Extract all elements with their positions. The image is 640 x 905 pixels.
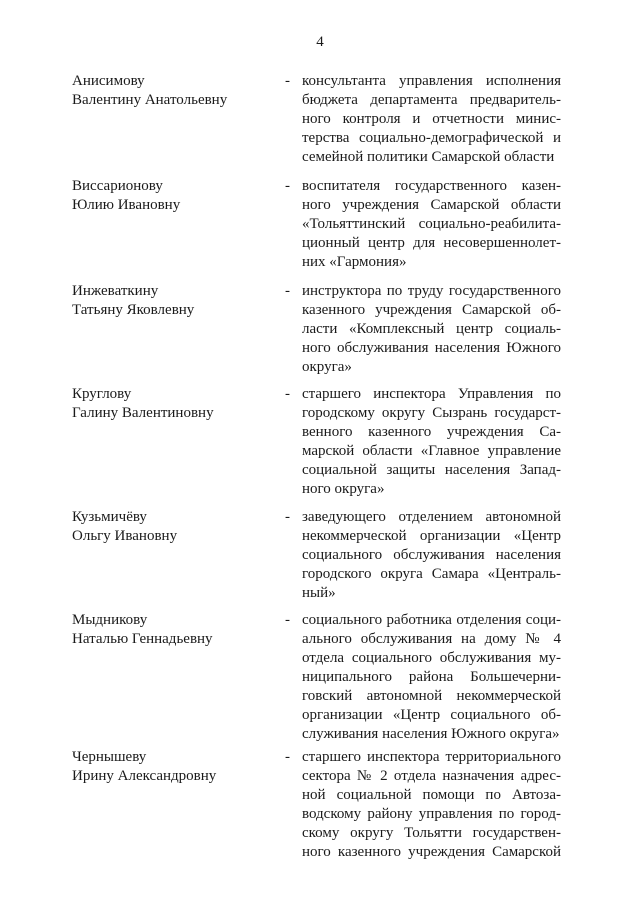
given-names: Татьяну Яковлевну (72, 302, 195, 318)
position-line: инструктора по труду государственного (302, 283, 561, 299)
person-name (72, 748, 272, 786)
position-line: организации «Центр социального об- (302, 707, 561, 723)
position-line: казенного учреждения Самарской об- (302, 302, 561, 318)
position-line: «Тольяттинский социально-реабилита- (302, 216, 561, 232)
position-line: старшего инспектора территориального (302, 749, 561, 765)
position-line: ного учреждения Самарской области (302, 197, 561, 213)
surname: Мыдникову (72, 612, 148, 628)
surname: Кузьмичёву (72, 509, 147, 525)
person-name (72, 385, 272, 423)
position-line: ного контроля и отчетности минис- (302, 111, 561, 127)
given-names: Ольгу Ивановну (72, 528, 178, 544)
position-description (302, 611, 561, 744)
position-line: говский автономной некоммерческой (302, 688, 561, 704)
position-line: воспитателя государственного казен- (302, 178, 561, 194)
given-names: Наталью Геннадьевну (72, 631, 213, 647)
position-line: округа» (302, 359, 352, 375)
position-line: социального работника отделения соци- (302, 612, 561, 628)
position-description (302, 748, 561, 862)
position-line: старшего инспектора Управления по (302, 386, 561, 402)
person-name (72, 72, 272, 110)
position-line: сектора № 2 отдела назначения адрес- (302, 768, 561, 784)
position-line: них «Гармония» (302, 254, 407, 270)
given-names: Валентину Анатольевну (72, 92, 228, 108)
dash-separator: - (285, 386, 290, 402)
surname: Виссарионову (72, 178, 163, 194)
position-line: консультанта управления исполнения (302, 73, 561, 89)
person-name (72, 282, 272, 320)
position-line: марской области «Главное управление (302, 443, 561, 459)
position-description (302, 385, 561, 499)
person-name (72, 611, 272, 649)
position-line: ной социальной помощи по Автоза- (302, 787, 561, 803)
page-number: 4 (316, 34, 324, 50)
position-description (302, 72, 561, 167)
position-line: терства социально-демографической и (302, 130, 561, 146)
position-line: ального обслуживания на дому № 4 (302, 631, 561, 647)
surname: Анисимову (72, 73, 145, 89)
position-description (302, 508, 561, 603)
position-description (302, 177, 561, 272)
person-name (72, 508, 272, 546)
person-name (72, 177, 272, 215)
position-line: ного округа» (302, 481, 385, 497)
position-line: бюджета департамента предваритель- (302, 92, 561, 108)
position-description (302, 282, 561, 377)
position-line: ласти «Комплексный центр социаль- (302, 321, 561, 337)
position-line: скому округу Тольятти государствен- (302, 825, 561, 841)
position-line: ный» (302, 585, 336, 601)
position-line: социального обслуживания населения (302, 547, 561, 563)
position-line: ниципального района Большечерни- (302, 669, 561, 685)
surname: Инжеваткину (72, 283, 159, 299)
surname: Чернышеву (72, 749, 147, 765)
position-line: ного обслуживания населения Южного (302, 340, 561, 356)
position-line: городского округа Самара «Централь- (302, 566, 561, 582)
dash-separator: - (285, 612, 290, 628)
position-line: ционный центр для несовершеннолет- (302, 235, 561, 251)
dash-separator: - (285, 73, 290, 89)
dash-separator: - (285, 509, 290, 525)
position-line: социальной защиты населения Запад- (302, 462, 561, 478)
position-line: служивания населения Южного округа» (302, 726, 560, 742)
position-line: заведующего отделением автономной (302, 509, 561, 525)
position-line: водскому району управления по город- (302, 806, 561, 822)
position-line: городскому округу Сызрань государст- (302, 405, 561, 421)
position-line: венного казенного учреждения Са- (302, 424, 561, 440)
position-line: отдела социального обслуживания му- (302, 650, 561, 666)
given-names: Галину Валентиновну (72, 405, 214, 421)
given-names: Юлию Ивановну (72, 197, 181, 213)
position-line: ного казенного учреждения Самарской (302, 844, 561, 860)
surname: Круглову (72, 386, 132, 402)
dash-separator: - (285, 178, 290, 194)
given-names: Ирину Александровну (72, 768, 217, 784)
dash-separator: - (285, 749, 290, 765)
position-line: семейной политики Самарской области (302, 149, 555, 165)
dash-separator: - (285, 283, 290, 299)
position-line: некоммерческой организации «Центр (302, 528, 561, 544)
